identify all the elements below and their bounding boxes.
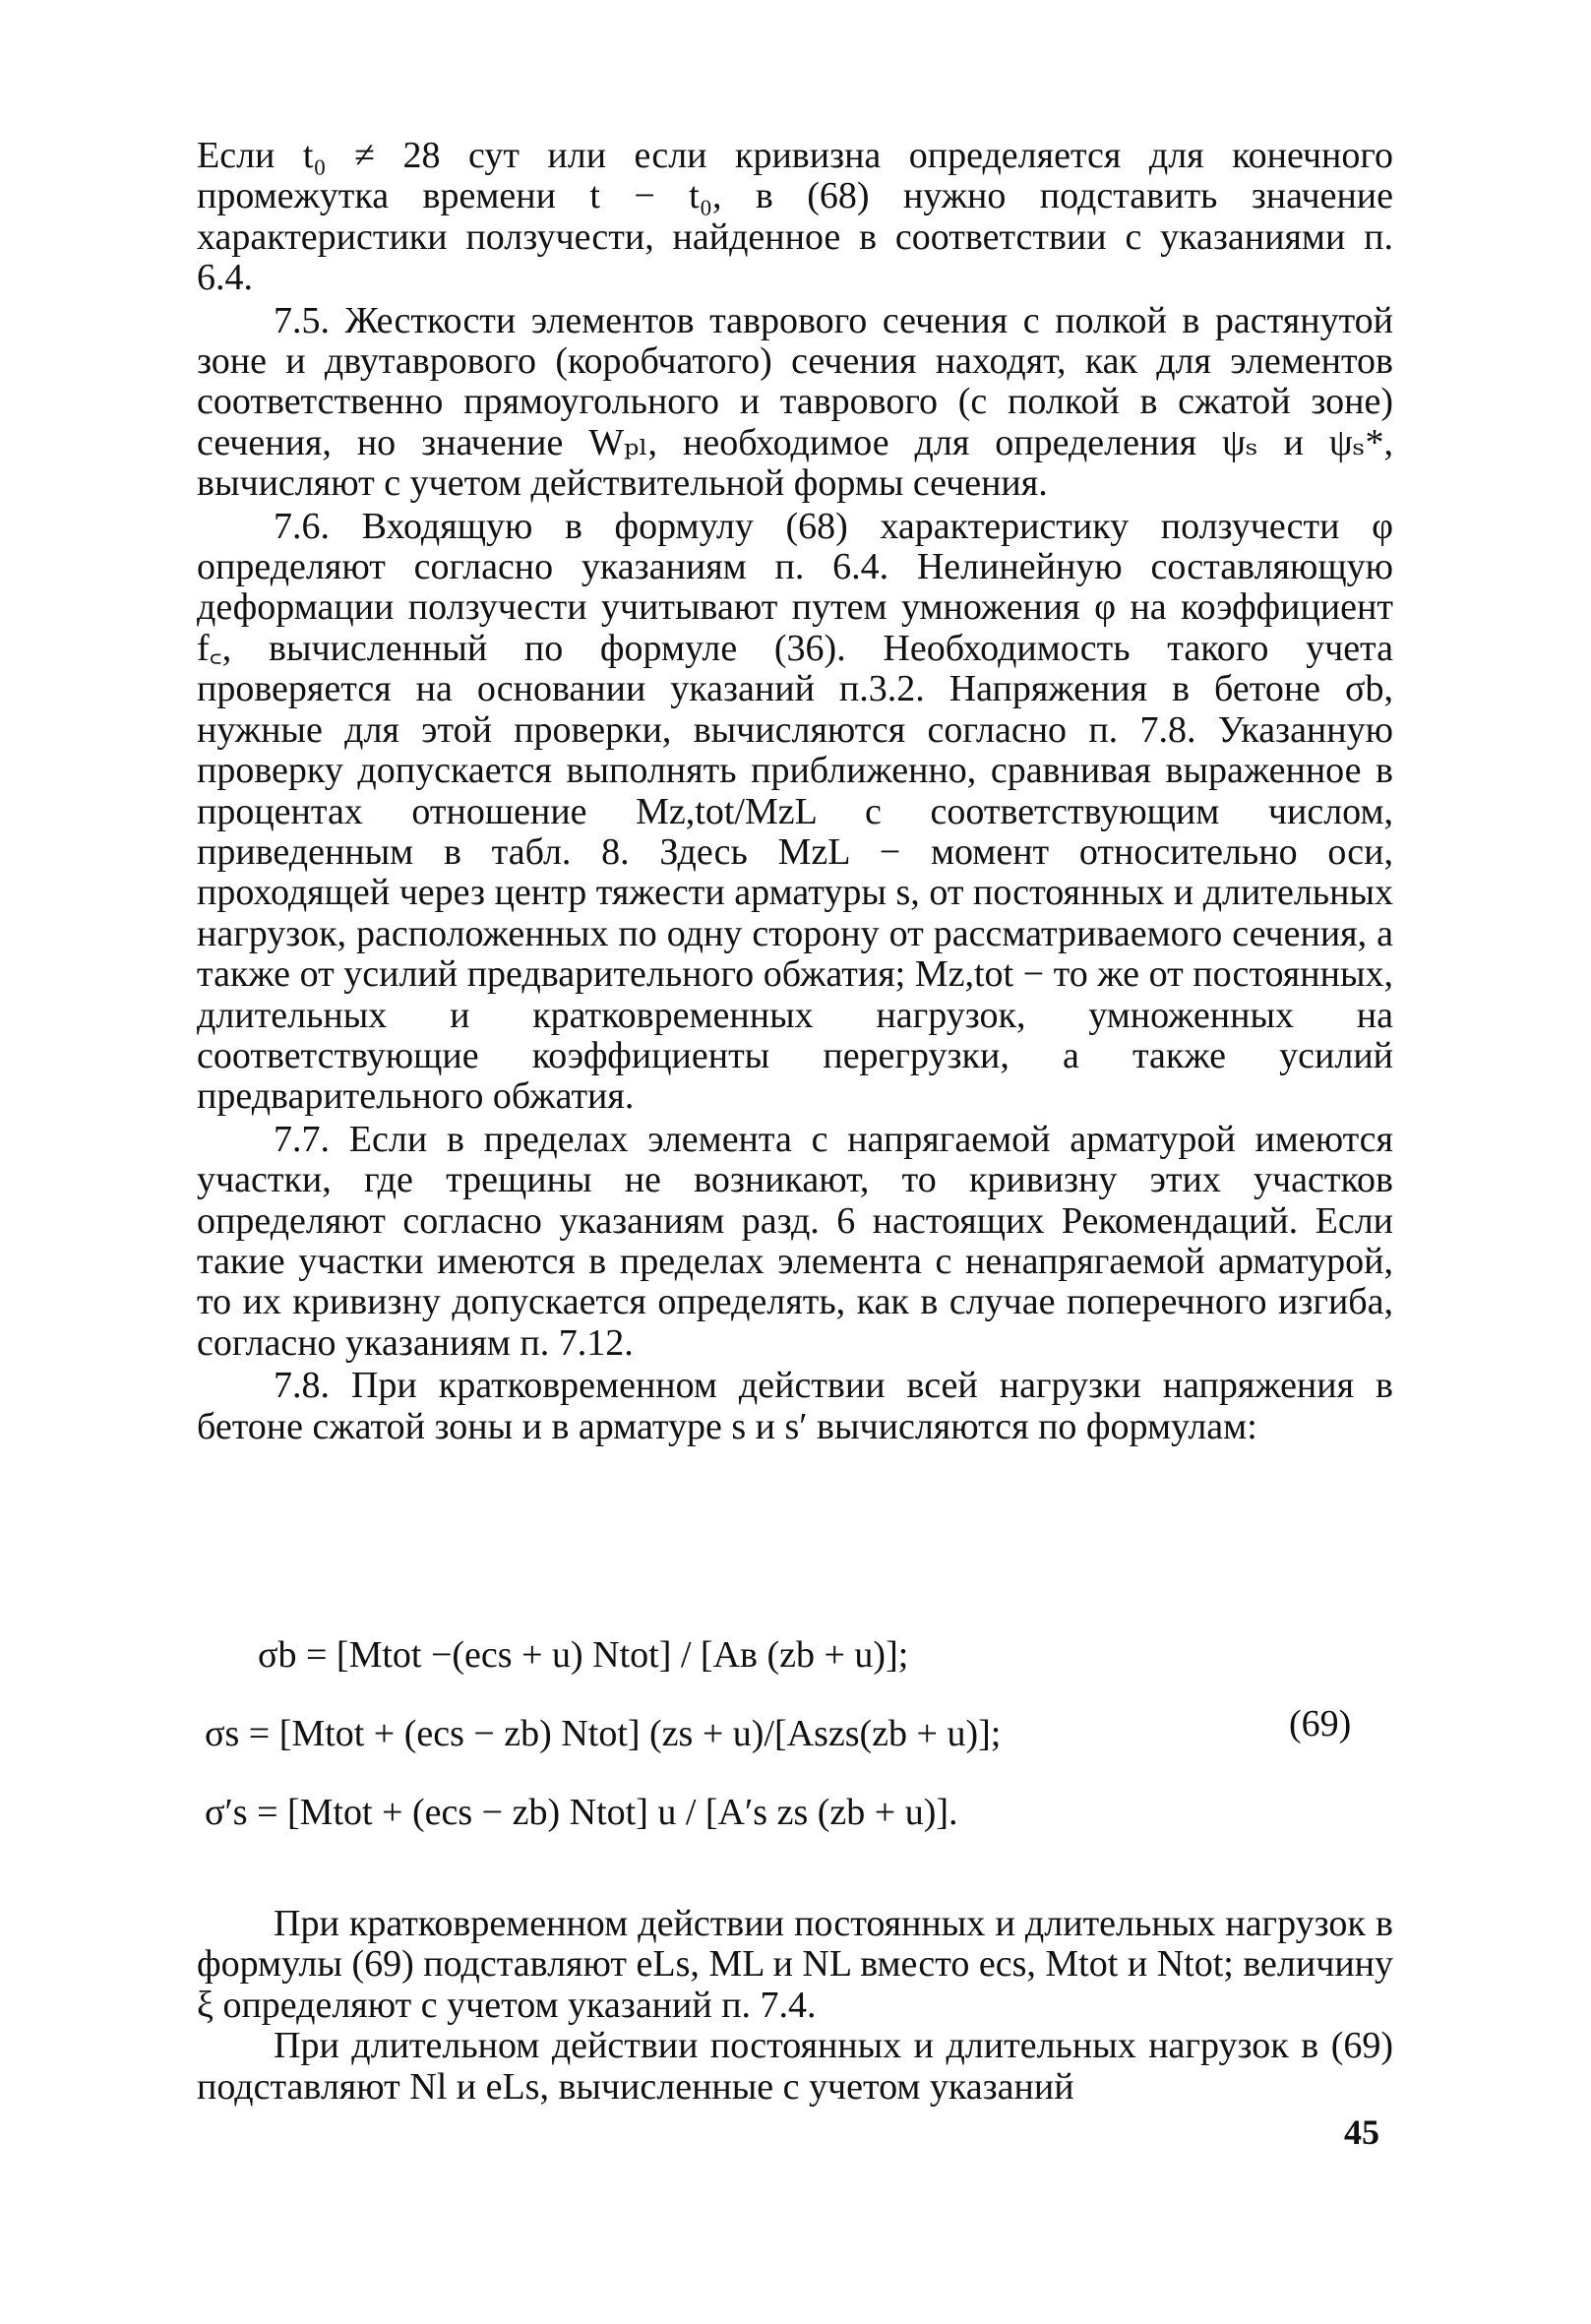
section-number: 7.6. — [274, 505, 330, 547]
paragraph-intro-text: Если t₀ ≠ 28 сут или если кривизна определяется для конечного промежутка времени t − t₀, в (68) нужно подставить значение характеристики ползучести, найденное в соответствии с указаниями п. 6.4. — [197, 135, 1393, 299]
paragraph-text: При кратковременном действии всей нагрузки напряжения в бетоне сжатой зоны и в арматуре s и s′ вычисляются по формулам: — [197, 1365, 1394, 1447]
page-number: 45 — [1344, 2112, 1379, 2152]
paragraph-7-7 — [197, 1120, 1393, 1364]
section-number: 7.7. — [274, 1118, 330, 1160]
paragraph-7-6 — [197, 507, 1393, 1118]
paragraph-text: Жесткости элементов таврового сечения с полкой в растянутой зоне и двутаврового (коробчатого) сечения находят, как для элементов соответственно прямоугольного и таврового (с полкой в сжатой зоне) сечения, но значение Wₚₗ, необходимое для определения ψₛ и ψₛ*, вычисляют с учетом действительной формы сечения. — [197, 299, 1394, 505]
paragraph-intro — [197, 136, 1393, 299]
formula-sigma-b: σb = [Mtot −(ecs + u) Ntot] / [Aв (zb + u)]; — [258, 1634, 909, 1676]
formula-sigma-s-prime: σ′s = [Mtot + (ecs − zb) Ntot] u / [A′s zs (zb + u)]. — [205, 1792, 958, 1833]
paragraph-text: Если в пределах элемента с напрягаемой арматурой имеются участки, где трещины не возникают, то кривизну этих участков определяют согласно указаниям разд. 6 настоящих Рекомендаций. Если такие участки имеются в пределах элемента с ненапрягаемой арматурой, то их кривизну допускается определять, как в случае поперечного изгиба, согласно указаниям п. 7.12. — [197, 1118, 1394, 1364]
section-number: 7.8. — [274, 1365, 330, 1407]
paragraph-7-5 — [197, 301, 1393, 505]
formula-sigma-s: σs = [Mtot + (ecs − zb) Ntot] (zs + u)/[Aszs(zb + u)]; — [205, 1713, 1002, 1754]
section-number: 7.5. — [274, 299, 330, 341]
formula-block-69 — [197, 1633, 1393, 1869]
body-text — [197, 136, 1393, 1447]
paragraph-7-8 — [197, 1366, 1393, 1447]
body-text-after-formulas — [197, 1904, 1393, 2108]
paragraph-text: Входящую в формулу (68) характеристику ползучести φ определяют согласно указаниям п. 6.4. Нелинейную составляющую деформации ползучести учитывают путем умножения φ на коэффициент f꜀, вычисленный по формуле (36). Необходимость такого учета проверяется на основании указаний п.3.2. Напряжения в бетоне σb, нужные для этой проверки, вычисляются согласно п. 7.8. Указанную проверку допускается выполнять приближенно, сравнивая выраженное в процентах отношение Mz,tot/MzL с соответствующим числом, приведенным в табл. 8. Здесь MzL − момент относительно оси, проходящей через центр тяжести арматуры s, от постоянных и длительных нагрузок, расположенных по одну сторону от рассматриваемого сечения, а также от усилий предварительного обжатия; Mz,tot − то же от постоянных, длительных и кратковременных нагрузок, умноженных на соответствующие коэффициенты перегрузки, а также усилий предварительного обжатия. — [197, 505, 1394, 1118]
paragraph-after-1: При кратковременном действии постоянных и длительных нагрузок в формулы (69) подставляют eLs, ML и NL вместо ecs, Mtot и Ntot; величину ξ определяют с учетом указаний п. 7.4. — [197, 1903, 1393, 2026]
equation-number: (69) — [1289, 1703, 1352, 1744]
paragraph-after-2: При длительном действии постоянных и длительных нагрузок в (69) подставляют Nl и eLs, вычисленные с учетом указаний — [197, 2025, 1393, 2108]
